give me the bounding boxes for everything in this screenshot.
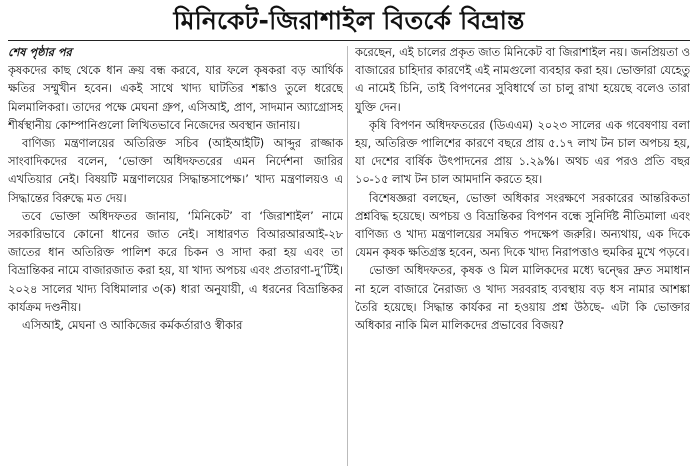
right-column [355,44,690,470]
article-headline: মিনিকেট-জিরাশাইল বিতর্কে বিভ্রান্ত [173,6,525,35]
column-divider [347,46,348,466]
left-paragraph-1: কৃষকদের কাছ থেকে ধান ক্রয় বন্ধ করবে, যার ফলে কৃষকরা বড় আর্থিক ক্ষতির সম্মুখীন হবেন। একই সাথে খাদ্য ঘাটতির শঙ্কাও তুলে ধরেছে মিলমালিকরা। তাদের পক্ষে মেঘনা গ্রুপ, এসিআই, প্রাণ, সাদমান অ্যাগ্রোসহ শীর্ষস্থানীয় কোম্পানিগুলো লিখিতভাবে নিজেদের অবস্থান জানায়। [8,64,343,132]
right-paragraph-1: করেছেন, এই চালের প্রকৃত জাত মিনিকেট বা জিরাশাইল নয়। জনপ্রিয়তা ও বাজারের চাহিদার কারণেই এই নামগুলো ব্যবহার করা হয়। ভোক্তারা যেহেতু এ নামেই চিনি, তাই বিপণনের সুবিধার্থে তা চালু রাখা হয়েছে বলেও তারা যুক্তি দেন। [355,46,690,114]
left-column [8,44,343,470]
right-paragraph-4: ভোক্তা অধিদফতর, কৃষক ও মিল মালিকদের মধ্যে দ্বন্দ্বের দ্রুত সমাধান না হলে বাজারে নৈরাজ্য ও খাদ্য সরবরাহ ব্যবস্থায় বড় ধস নামার আশঙ্কা তৈরি হয়েছে। সিদ্ধান্ত কার্যকর না হওয়ায় প্রশ্ন উঠছে- এটা কি ভোক্তার অধিকার নাকি মিল মালিকদের প্রভাবের বিজয়? [355,264,690,333]
continued-from-label: শেষ পৃষ্ঠার পর [8,46,72,59]
headline-rule [8,40,690,41]
left-paragraph-4: এসিআই, মেঘনা ও আকিজের কর্মকর্তারাও স্বীকার [22,319,243,333]
right-paragraph-2: কৃষি বিপণন অধিদফতরের (ডিএএম) ২০২৩ সালের এক গবেষণায় বলা হয়, অতিরিক্ত পালিশের কারণে বছরে প্রায় ৫.১৭ লাখ টন চাল অপচয় হয়, যা দেশের বার্ষিক উৎপাদনের প্রায় ১.২৯%। অথচ এর পরও প্রতি বছর ১০-১৫ লাখ টন চাল আমদানি করতে হয়। [355,118,690,187]
left-paragraph-3: তবে ভোক্তা অধিদফতর জানায়, ‘মিনিকেট’ বা ‘জিরাশাইল’ নামে সরকারিভাবে কোনো ধানের জাত নেই। সাধারণত বিআরআরআই-২৮ জাতের ধান অতিরিক্ত পালিশ করে চিকন ও সাদা করা হয় এবং তা বিভ্রান্তিকর নামে বাজারজাত করা হয়, যা খাদ্য অপচয় এবং প্রতারণা-দু’টিই। ২০২৪ সালের খাদ্য বিধিমালার ৩(ক) ধারা অনুযায়ী, এ ধরনের বিভ্রান্তিকর কার্যক্রম দণ্ডনীয়। [8,209,343,314]
right-paragraph-3: বিশেষজ্ঞরা বলছেন, ভোক্তা অধিকার সংরক্ষণে সরকারের আন্তরিকতা প্রশ্নবিদ্ধ হয়েছে। অপচয় ও বিভ্রান্তিকর বিপণন বন্ধে সুনির্দিষ্ট নীতিমালা এবং বাণিজ্য ও খাদ্য মন্ত্রণালয়ের সমন্বিত পদক্ষেপ জরুরি। অন্যথায়, এক দিকে যেমন কৃষক ক্ষতিগ্রস্ত হবেন, অন্য দিকে খাদ্য নিরাপত্তাও হুমকির মুখে পড়বে। [355,191,690,260]
left-paragraph-2: বাণিজ্য মন্ত্রণালয়ের অতিরিক্ত সচিব (আইআইটি) আব্দুর রাজ্জাক সাংবাদিকদের বলেন, ‘ভোক্তা অধিদফতরের এমন নির্দেশনা জারির এখতিয়ার নেই। বিষয়টি মন্ত্রণালয়ের সিদ্ধান্তসাপেক্ষ।’ খাদ্য মন্ত্রণালয়ও এ সিদ্ধান্তের বিরুদ্ধে মত দেয়। [8,137,343,205]
